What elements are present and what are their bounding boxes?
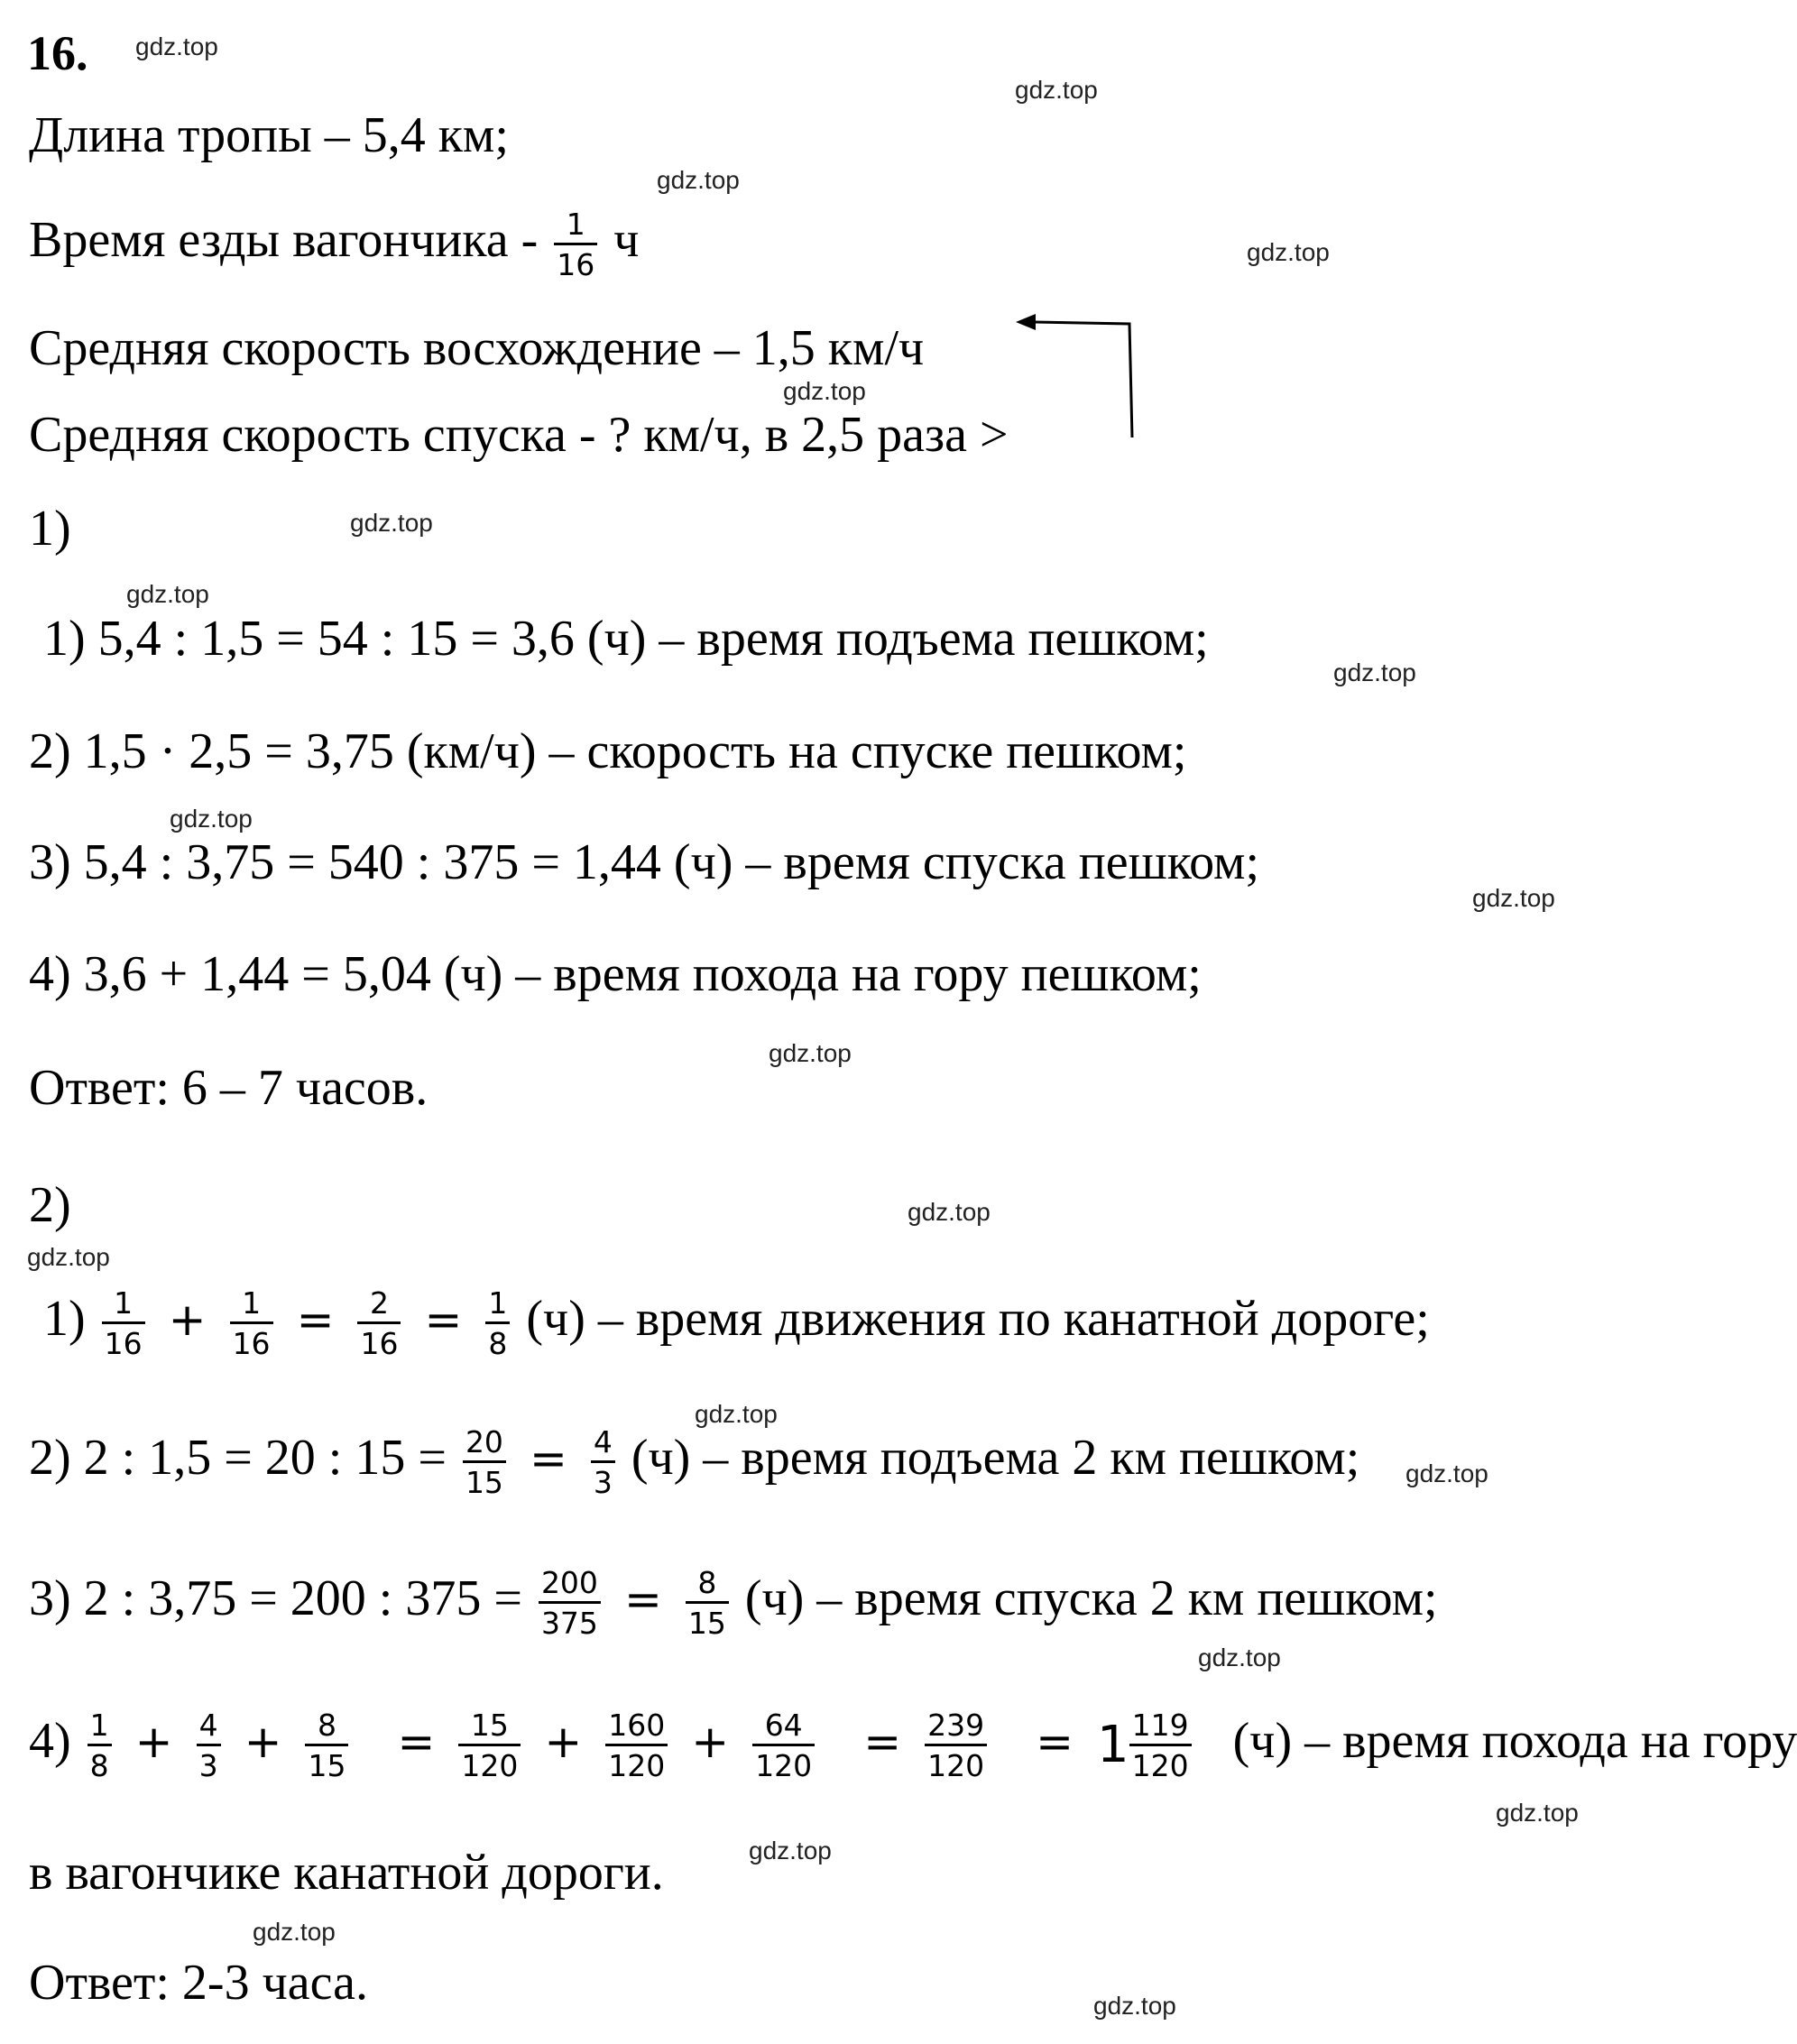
part1-step4: 4) 3,6 + 1,44 = 5,04 (ч) – время похода на гору пешком; <box>29 946 1202 1002</box>
fraction: $\frac{239}{120}$ <box>925 1710 987 1781</box>
given-descent-speed: Средняя скорость спуска - ? км/ч, в 2,5 раза > <box>29 407 1009 463</box>
part1-step2: 2) 1,5 · 2,5 = 3,75 (км/ч) – скорость на спуске пешком; <box>29 723 1187 779</box>
watermark: gdz.top <box>657 166 740 194</box>
fraction: $\frac{20}{15}$ <box>463 1427 506 1497</box>
equals-sign: = <box>424 1293 463 1346</box>
watermark: gdz.top <box>1496 1799 1579 1827</box>
plus-sign: + <box>168 1293 207 1346</box>
equals-sign: = <box>623 1572 662 1625</box>
fraction: $\frac{2}{16}$ <box>357 1288 401 1358</box>
part2-step4: 4) $\frac{1}{8}$ + $\frac{4}{3}$ + $\frac{8}{15}$ = $\frac{15}{120}$ + $\frac{160}{120}$ + $\frac{64}{120}$ = $\frac{239}{120}$ = 1 $\frac{119}{120}$ (ч) – время похода на гору <box>29 1708 1797 1783</box>
watermark: gdz.top <box>1198 1643 1281 1671</box>
part1-step3: 3) 5,4 : 3,75 = 540 : 375 = 1,44 (ч) – время спуска пешком; <box>29 834 1260 890</box>
watermark: gdz.top <box>27 1243 110 1271</box>
fraction: $\frac{1}{16}$ <box>102 1288 145 1358</box>
fraction: $\frac{8}{15}$ <box>305 1710 348 1781</box>
equals-sign: = <box>296 1293 335 1346</box>
part2-step4-continuation: в вагончике канатной дороги. <box>29 1845 664 1901</box>
plus-sign: + <box>244 1715 282 1768</box>
watermark: gdz.top <box>170 805 253 833</box>
equals-sign: = <box>397 1715 436 1768</box>
equals-sign: = <box>863 1715 902 1768</box>
fraction: $\frac{8}{15}$ <box>686 1568 729 1638</box>
given-cable-car-time-prefix: Время езды вагончика - <box>29 211 539 268</box>
part2-step2: 2) 2 : 1,5 = 20 : 15 = $\frac{20}{15}$ = $\frac{4}{3}$ (ч) – время подъема 2 км пешком; <box>29 1424 1360 1500</box>
mixed-number-whole: 1 <box>1097 1716 1129 1774</box>
watermark: gdz.top <box>783 377 866 405</box>
fraction: $\frac{119}{120}$ <box>1129 1710 1192 1781</box>
part1-label: 1) <box>29 501 71 557</box>
watermark: gdz.top <box>1247 238 1330 266</box>
fraction: $\frac{1}{16}$ <box>230 1288 273 1358</box>
fraction: $\frac{15}{120}$ <box>458 1710 521 1781</box>
watermark: gdz.top <box>350 509 433 537</box>
equals-sign: = <box>1036 1715 1074 1768</box>
given-ascent-speed: Средняя скорость восхождение – 1,5 км/ч <box>29 320 925 376</box>
part1-answer: Ответ: 6 – 7 часов. <box>29 1060 429 1116</box>
watermark: gdz.top <box>695 1400 778 1428</box>
watermark: gdz.top <box>749 1837 832 1864</box>
arrow-icon <box>1010 311 1137 447</box>
fraction: $\frac{4}{3}$ <box>197 1710 221 1781</box>
plus-sign: + <box>134 1715 173 1768</box>
fraction: $\frac{160}{120}$ <box>605 1710 668 1781</box>
fraction: $\frac{64}{120}$ <box>752 1710 815 1781</box>
watermark: gdz.top <box>253 1918 336 1946</box>
part2-label: 2) <box>29 1177 71 1233</box>
watermark: gdz.top <box>769 1039 852 1067</box>
watermark: gdz.top <box>1405 1459 1488 1487</box>
fraction: $\frac{200}{375}$ <box>539 1568 601 1638</box>
part2-answer: Ответ: 2-3 часа. <box>29 1955 368 2011</box>
watermark: gdz.top <box>908 1198 991 1226</box>
fraction: $\frac{1}{16}$ <box>554 209 597 280</box>
watermark: gdz.top <box>1093 1992 1176 2020</box>
watermark: gdz.top <box>1472 884 1555 912</box>
given-cable-car-time <box>29 209 639 280</box>
part2-step3: 3) 2 : 3,75 = 200 : 375 = $\frac{200}{375}$ = $\frac{8}{15}$ (ч) – время спуска 2 км пешком; <box>29 1565 1438 1641</box>
fraction: $\frac{1}{8}$ <box>88 1710 112 1781</box>
watermark: gdz.top <box>126 580 209 608</box>
watermark: gdz.top <box>1015 76 1098 104</box>
part2-step1: 1) $\frac{1}{16}$ + $\frac{1}{16}$ = $\frac{2}{16}$ = $\frac{1}{8}$ (ч) – время движения по канатной дороге; <box>43 1285 1430 1361</box>
equals-sign: = <box>529 1432 567 1485</box>
task-number: 16. <box>27 26 88 80</box>
given-trail-length: Длина тропы – 5,4 км; <box>29 107 509 163</box>
part1-step1: 1) 5,4 : 1,5 = 54 : 15 = 3,6 (ч) – время подъема пешком; <box>43 611 1209 667</box>
watermark: gdz.top <box>135 32 218 60</box>
given-cable-car-time-unit: ч <box>613 211 640 268</box>
fraction: $\frac{4}{3}$ <box>591 1427 615 1497</box>
plus-sign: + <box>691 1715 730 1768</box>
watermark: gdz.top <box>1333 658 1416 686</box>
fraction: $\frac{1}{8}$ <box>485 1288 510 1358</box>
plus-sign: + <box>544 1715 583 1768</box>
